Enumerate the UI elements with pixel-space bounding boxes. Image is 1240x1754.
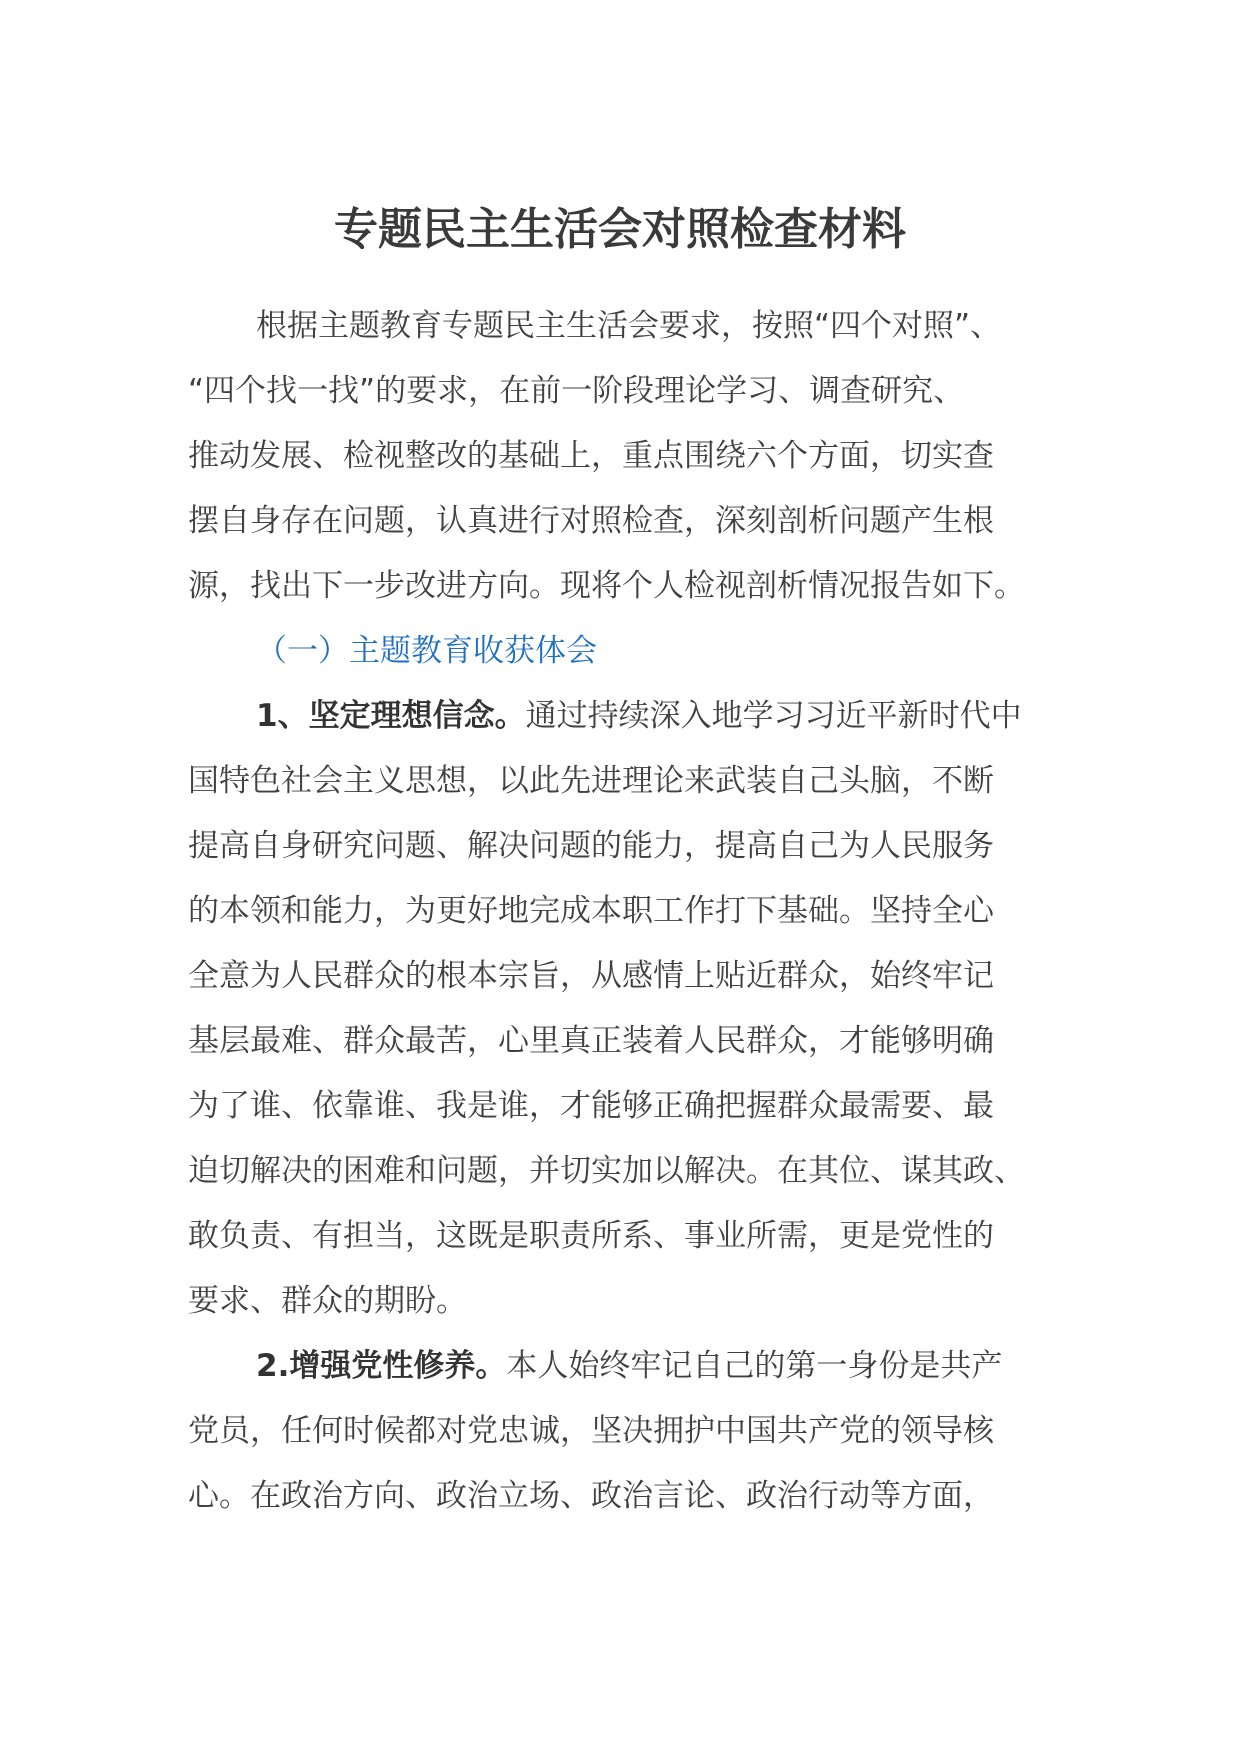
item1-line-8: 迫切解决的困难和问题，并切实加以解决。在其位、谋其政、 — [188, 1153, 1025, 1189]
item1-line-5: 全意为人民群众的根本宗旨，从感情上贴近群众，始终牢记 — [188, 958, 994, 994]
item2-first-line — [256, 1344, 1002, 1388]
intro-line-3: 推动发展、检视整改的基础上，重点围绕六个方面，切实查 — [188, 438, 994, 474]
item2-label: 2.增强党性修养。 — [256, 1348, 507, 1384]
item1-line-6: 基层最难、群众最苦，心里真正装着人民群众，才能够明确 — [188, 1023, 994, 1059]
item1-line-3: 提高自身研究问题、解决问题的能力，提高自己为人民服务 — [188, 828, 994, 864]
intro-line-2: “四个找一找”的要求，在前一阶段理论学习、调查研究、 — [188, 373, 965, 409]
intro-line-1: 根据主题教育专题民主生活会要求，按照“四个对照”、 — [256, 308, 1002, 344]
item1-first-line — [256, 694, 1022, 738]
item1-first-line-text: 通过持续深入地学习习近平新时代中 — [525, 698, 1022, 734]
item2-line-2: 党员，任何时候都对党忠诚，坚决拥护中国共产党的领导核 — [188, 1413, 994, 1449]
item2-first-line-text: 本人始终牢记自己的第一身份是共产 — [506, 1348, 1003, 1384]
item1-line-9: 敢负责、有担当，这既是职责所系、事业所需，更是党性的 — [188, 1218, 994, 1254]
intro-line-4: 摆自身存在问题，认真进行对照检查，深刻剖析问题产生根 — [188, 503, 994, 539]
item1-label: 1、坚定理想信念。 — [256, 698, 526, 734]
item2-line-3: 心。在政治方向、政治立场、政治言论、政治行动等方面， — [188, 1478, 994, 1514]
item1-line-2: 国特色社会主义思想，以此先进理论来武装自己头脑，不断 — [188, 763, 994, 799]
item1-line-7: 为了谁、依靠谁、我是谁，才能够正确把握群众最需要、最 — [188, 1088, 994, 1124]
section-heading: （一）主题教育收获体会 — [256, 633, 597, 669]
document-title: 专题民主生活会对照检查材料 — [334, 204, 906, 255]
item1-line-4: 的本领和能力，为更好地完成本职工作打下基础。坚持全心 — [188, 893, 994, 929]
intro-line-5: 源，找出下一步改进方向。现将个人检视剖析情况报告如下。 — [188, 568, 1025, 604]
item1-line-10: 要求、群众的期盼。 — [188, 1283, 467, 1319]
